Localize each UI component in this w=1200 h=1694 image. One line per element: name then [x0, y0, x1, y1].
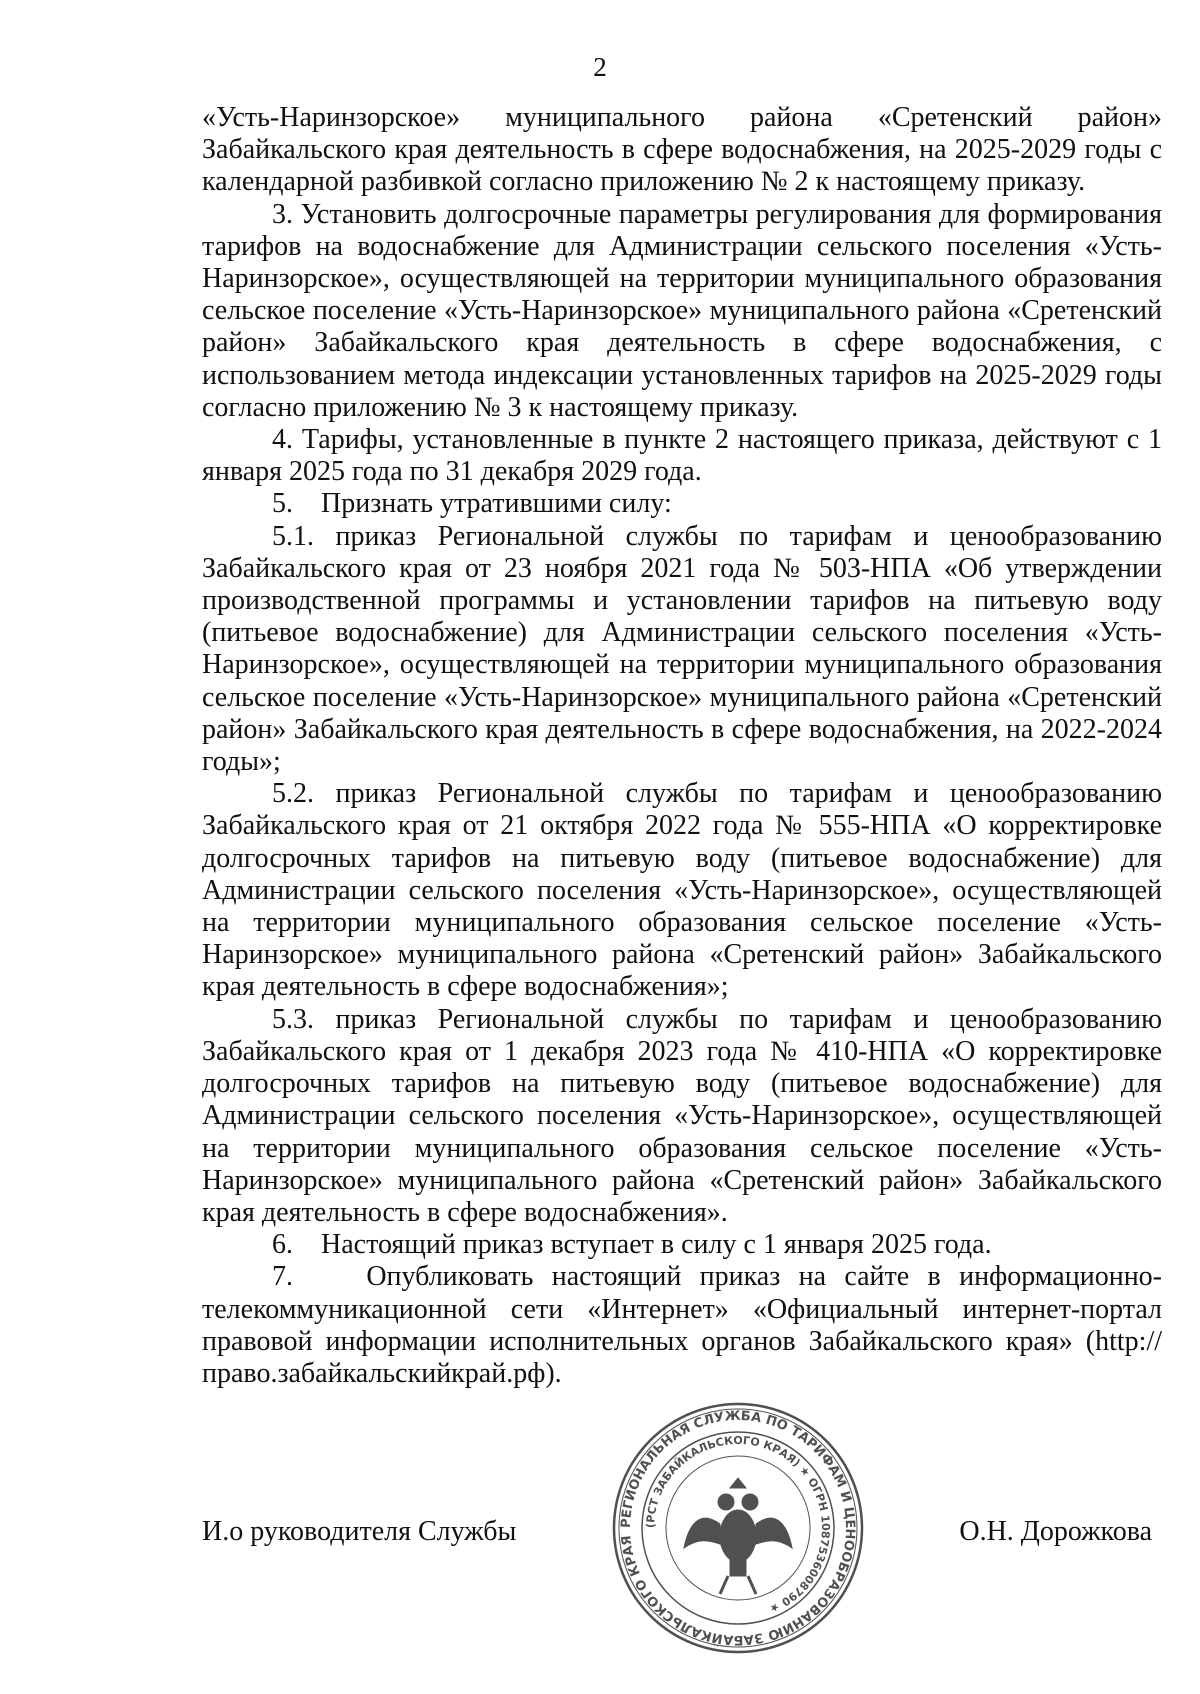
signatory-name: О.Н. Дорожкова	[959, 1516, 1152, 1547]
seal-inner-text: (РСТ ЗАБАЙКАЛЬСКОГО КРАЯ) ★ ОГРН 1087536008790 ★	[643, 1433, 833, 1616]
paragraph-item-5-1: 5.1. приказ Региональной службы по тарифам и ценообразованию Забайкальского края от 23 ноября 2021 года № 503-НПА «Об утверждении производственной программы и установлении тарифов на питьевую воду (питьевое водоснабжение) для Администрации сельского поселения «Усть-Наринзорское», осуществляющей на территории муниципального образования сельское поселение «Усть-Наринзорское» муниципального района «Сретенский район» Забайкальского края деятельность в сфере водоснабжения, на 2022-2024 годы»;	[202, 520, 1162, 778]
paragraph-item-7: 7. Опубликовать настоящий приказ на сайте в информационно-телекоммуникационной сети «Интернет» «Официальный интернет-портал правовой информации исполнительных органов Забайкальского края» (http://право.забайкальскийкрай.рф).	[202, 1261, 1169, 1389]
paragraph-item-5: 5. Признать утратившими силу:	[272, 488, 672, 520]
seal-outer-text: РЕГИОНАЛЬНАЯ СЛУЖБА ПО ТАРИФАМ И ЦЕНООБРАЗОВАНИЮ ЗАБАЙКАЛЬСКОГО КРАЯ	[618, 1408, 858, 1648]
eagle-emblem-icon	[684, 1478, 792, 1594]
paragraph-item-6: 6. Настоящий приказ вступает в силу с 1 января 2025 года.	[272, 1229, 992, 1261]
paragraph-item-5-3: 5.3. приказ Региональной службы по тарифам и ценообразованию Забайкальского края от 1 декабря 2023 года № 410-НПА «О корректировке долгосрочных тарифов на питьевую воду (питьевое водоснабжение) для Администрации сельского поселения «Усть-Наринзорское», осуществляющей на территории муниципального образования сельское поселение «Усть-Наринзорское» муниципального района «Сретенский район» Забайкальского края деятельность в сфере водоснабжения».	[202, 1003, 1162, 1228]
paragraph-continuation: «Усть-Наринзорское» муниципального района «Сретенский район» Забайкальского края деятельность в сфере водоснабжения, на 2025-2029 годы с календарной разбивкой согласно приложению № 2 к настоящему приказу.	[202, 102, 1162, 198]
page-number: 2	[593, 52, 607, 82]
signatory-position: И.о руководителя Службы	[202, 1516, 517, 1547]
paragraph-item-4: 4. Тарифы, установленные в пункте 2 настоящего приказа, действуют с 1 января 2025 года по 31 декабря 2029 года.	[202, 424, 1162, 488]
document-body	[202, 102, 1169, 1390]
official-seal	[608, 1398, 868, 1658]
paragraph-item-5-2: 5.2. приказ Региональной службы по тарифам и ценообразованию Забайкальского края от 21 октября 2022 года № 555-НПА «О корректировке долгосрочных тарифов на питьевую воду (питьевое водоснабжение) для Администрации сельского поселения «Усть-Наринзорское», осуществляющей на территории муниципального образования сельское поселение «Усть-Наринзорское» муниципального района «Сретенский район» Забайкальского края деятельность в сфере водоснабжения»;	[202, 778, 1162, 1003]
paragraph-item-3: 3. Установить долгосрочные параметры регулирования для формирования тарифов на водоснабжение для Администрации сельского поселения «Усть-Наринзорское», осуществляющей на территории муниципального образования сельское поселение «Усть-Наринзорское» муниципального района «Сретенский район» Забайкальского края деятельность в сфере водоснабжения, с использованием метода индексации установленных тарифов на 2025-2029 годы согласно приложению № 3 к настоящему приказу.	[202, 198, 1162, 423]
